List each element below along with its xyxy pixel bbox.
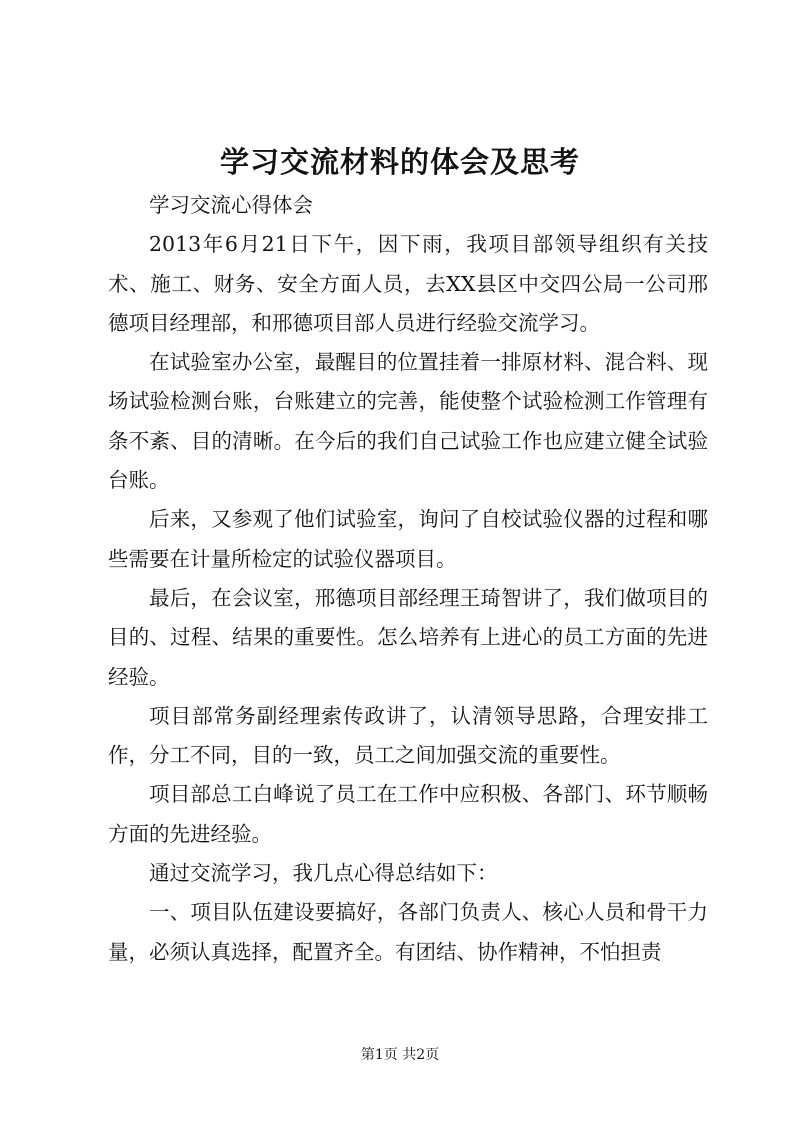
paragraph: 通过交流学习，我几点心得总结如下：	[149, 861, 498, 886]
paragraph: 一、项目队伍建设要搞好，各部门负责人、核心人员和骨干力量，必须认真选择，配置齐全。有团结、协作精神，不怕担责	[108, 900, 708, 964]
paragraph: 项目部总工白峰说了员工在工作中应积极、各部门、环节顺畅方面的先进经验。	[108, 782, 708, 846]
paragraph-subtitle: 学习交流心得体会	[149, 193, 313, 217]
paragraph: 最后，在会议室，邢德项目部经理王琦智讲了，我们做项目的目的、过程、结果的重要性。怎么培养有上进心的员工方面的先进经验。	[108, 585, 708, 689]
document-title: 学习交流材料的体会及思考	[219, 145, 580, 179]
page-number-footer: 第1页 共2页	[360, 1047, 440, 1063]
paragraph: 项目部常务副经理索传政讲了，认清领导思路，合理安排工作，分工不同，目的一致，员工之间加强交流的重要性。	[108, 703, 708, 768]
paragraph: 在试验室办公室，最醒目的位置挂着一排原材料、混合料、现场试验检测台账，台账建立的完善，能使整个试验检测工作管理有条不紊、目的清晰。在今后的我们自己试验工作也应建立健全试验台账。	[108, 350, 708, 493]
paragraph: 2013年6月21日下午，因下雨，我项目部领导组织有关技术、施工、财务、安全方面人员，去XX县区中交四公局一公司邢德项目经理部，和邢德项目部人员进行经验交流学习。	[108, 232, 708, 335]
paragraph: 后来，又参观了他们试验室，询问了自校试验仪器的过程和哪些需要在计量所检定的试验仪器项目。	[108, 507, 708, 571]
document-body	[108, 186, 708, 972]
